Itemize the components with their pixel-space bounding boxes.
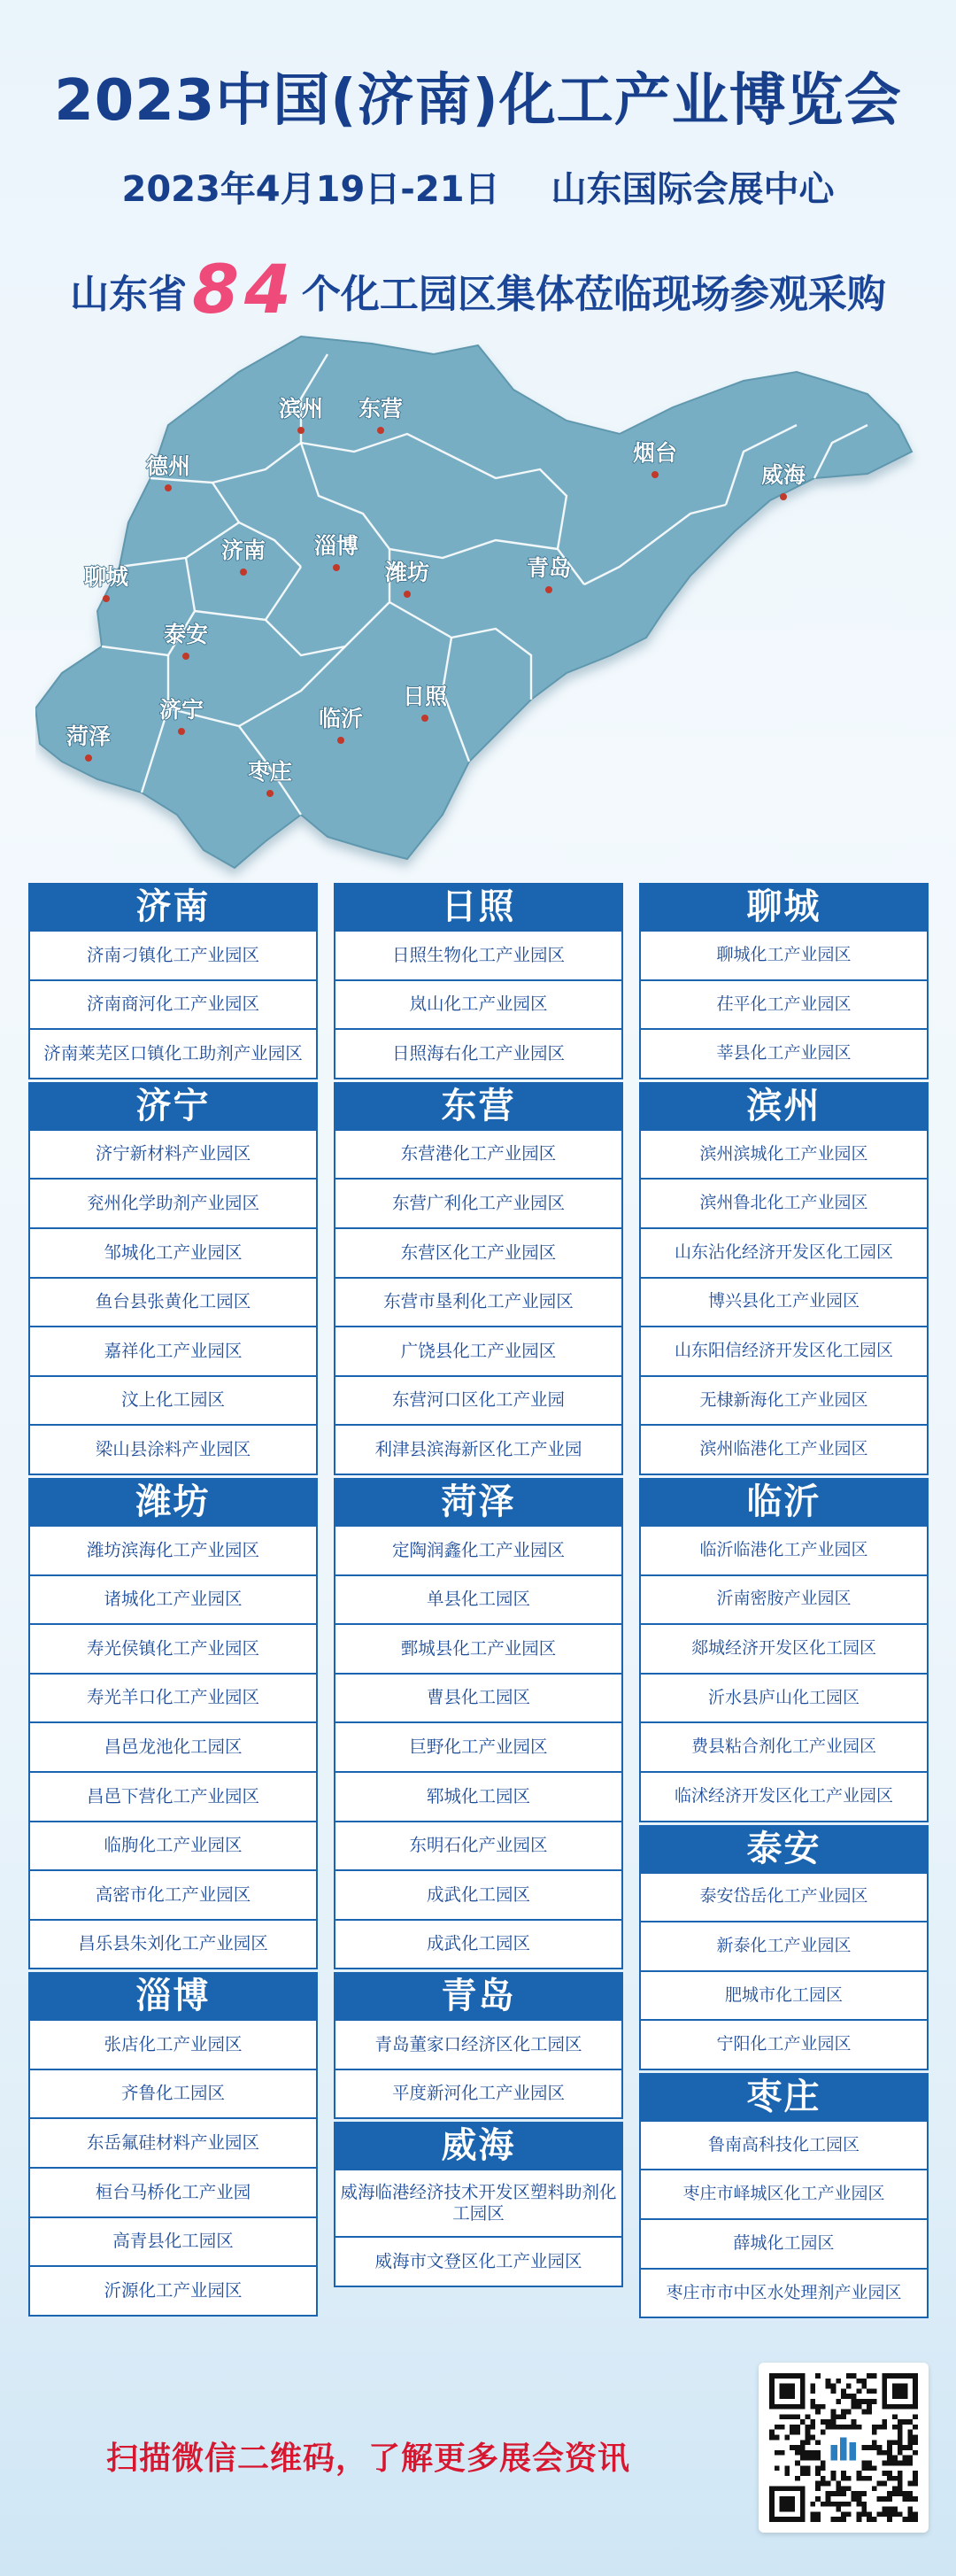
region-header-linyi: 临沂 <box>639 1478 929 1527</box>
map-city-dot <box>297 427 305 434</box>
region-header-weifang: 潍坊 <box>28 1478 318 1527</box>
park-item: 桓台马桥化工产业园 <box>28 2169 318 2218</box>
park-item: 滨州滨城化工产业园区 <box>639 1131 929 1180</box>
map-city-label: 济宁 <box>158 697 204 723</box>
headline-number: 84 <box>192 250 297 329</box>
map-city-label: 临沂 <box>318 706 364 731</box>
map-city-label: 东营 <box>358 396 404 422</box>
park-item: 沂水县庐山化工园区 <box>639 1675 929 1724</box>
park-item: 巨野化工产业园区 <box>334 1723 623 1773</box>
park-item: 济南商河化工产业园区 <box>28 981 318 1031</box>
park-item: 日照海右化工产业园区 <box>334 1030 623 1079</box>
park-item: 昌邑下营化工产业园区 <box>28 1773 318 1822</box>
region-dongying <box>334 1082 623 1475</box>
map-city-label: 威海 <box>760 462 806 488</box>
region-header-liaocheng: 聊城 <box>639 883 929 932</box>
park-item: 岚山化工产业园区 <box>334 981 623 1031</box>
map-city-dot <box>178 728 185 735</box>
province-outline <box>35 337 912 868</box>
park-item: 青岛董家口经济区化工园区 <box>334 2021 623 2070</box>
park-item: 泰安岱岳化工产业园区 <box>639 1874 929 1923</box>
park-item: 博兴县化工产业园区 <box>639 1279 929 1328</box>
park-item: 兖州化学助剂产业园区 <box>28 1180 318 1229</box>
park-item: 单县化工园区 <box>334 1576 623 1626</box>
park-item: 鄄城县化工产业园区 <box>334 1625 623 1675</box>
park-item: 广饶县化工产业园区 <box>334 1327 623 1377</box>
park-item: 东明石化产业园区 <box>334 1822 623 1872</box>
region-header-dongying: 东营 <box>334 1082 623 1131</box>
park-item: 威海市文登区化工产业园区 <box>334 2238 623 2287</box>
park-item: 郯城经济开发区化工园区 <box>639 1625 929 1675</box>
park-item: 威海临港经济技术开发区塑料助剂化工园区 <box>334 2170 623 2238</box>
park-item: 聊城化工产业园区 <box>639 932 929 981</box>
park-item: 齐鲁化工园区 <box>28 2070 318 2120</box>
park-item: 郓城化工园区 <box>334 1773 623 1822</box>
region-zaozhuang <box>639 2073 929 2318</box>
region-heze <box>334 1478 623 1969</box>
park-item: 山东阳信经济开发区化工园区 <box>639 1327 929 1377</box>
park-item: 肥城市化工园区 <box>639 1972 929 2022</box>
map-city-dot <box>780 493 787 500</box>
park-item: 寿光侯镇化工产业园区 <box>28 1625 318 1675</box>
qr-code-icon <box>769 2373 918 2522</box>
map-city-dot <box>85 754 92 762</box>
map-city-dot <box>165 484 172 491</box>
park-item: 张店化工产业园区 <box>28 2021 318 2070</box>
region-header-zibo: 淄博 <box>28 1972 318 2021</box>
park-item: 鱼台县张黄化工园区 <box>28 1279 318 1328</box>
map-city-dot <box>103 595 110 602</box>
region-header-binzhou: 滨州 <box>639 1082 929 1131</box>
park-item: 定陶润鑫化工产业园区 <box>334 1527 623 1576</box>
park-item: 东岳氟硅材料产业园区 <box>28 2119 318 2169</box>
park-item: 曹县化工园区 <box>334 1675 623 1724</box>
map-city-dot <box>182 653 189 660</box>
park-item: 东营河口区化工产业园 <box>334 1377 623 1427</box>
park-item: 宁阳化工产业园区 <box>639 2021 929 2070</box>
park-item: 东营区化工产业园区 <box>334 1229 623 1279</box>
region-binzhou <box>639 1082 929 1475</box>
map-city-label: 德州 <box>145 453 191 479</box>
map-city-label: 聊城 <box>83 564 129 590</box>
park-item: 昌乐县朱刘化工产业园区 <box>28 1921 318 1970</box>
map-city-label: 枣庄 <box>247 759 293 785</box>
map-city-dot <box>377 427 384 434</box>
map-city-dot <box>333 564 340 571</box>
park-item: 薛城化工园区 <box>639 2220 929 2270</box>
park-item: 临沭经济开发区化工产业园区 <box>639 1773 929 1822</box>
park-item: 莘县化工产业园区 <box>639 1030 929 1079</box>
park-item: 沂南密胺产业园区 <box>639 1576 929 1626</box>
park-item: 滨州鲁北化工产业园区 <box>639 1180 929 1229</box>
map-city-dot <box>337 737 344 744</box>
map-city-dot <box>545 586 552 593</box>
park-item: 东营港化工产业园区 <box>334 1131 623 1180</box>
region-weihai <box>334 2122 623 2287</box>
park-item: 诸城化工产业园区 <box>28 1576 318 1626</box>
park-item: 东营广利化工产业园区 <box>334 1180 623 1229</box>
park-item: 寿光羊口化工产业园区 <box>28 1675 318 1724</box>
expo-date: 2023年4月19日-21日 <box>121 169 500 210</box>
park-item: 东营市垦利化工产业园区 <box>334 1279 623 1328</box>
park-item: 汶上化工园区 <box>28 1377 318 1427</box>
park-item: 临朐化工产业园区 <box>28 1822 318 1872</box>
map-city-label: 滨州 <box>278 396 324 422</box>
scan-qr-prompt: 扫描微信二维码，了解更多展会资讯 <box>106 2441 631 2477</box>
park-item: 嘉祥化工产业园区 <box>28 1327 318 1377</box>
park-item: 高密市化工产业园区 <box>28 1871 318 1921</box>
region-header-taian: 泰安 <box>639 1825 929 1874</box>
park-item: 高青县化工园区 <box>28 2218 318 2268</box>
region-header-rizhao: 日照 <box>334 883 623 932</box>
region-zibo <box>28 1972 318 2317</box>
region-header-zaozhuang: 枣庄 <box>639 2073 929 2122</box>
region-header-heze: 菏泽 <box>334 1478 623 1527</box>
expo-date-venue <box>0 161 956 212</box>
headline-post: 个化工园区集体莅临现场参观采购 <box>301 272 886 317</box>
park-item: 鲁南高科技化工园区 <box>639 2122 929 2171</box>
region-jining <box>28 1082 318 1475</box>
expo-title: 2023中国(济南)化工产业博览会 <box>54 68 902 134</box>
park-item: 昌邑龙池化工园区 <box>28 1723 318 1773</box>
map-city-label: 日照 <box>402 684 448 709</box>
park-item: 山东沾化经济开发区化工园区 <box>639 1229 929 1279</box>
map-city-dot <box>240 569 247 576</box>
park-item: 平度新河化工产业园区 <box>334 2070 623 2120</box>
region-header-jinan: 济南 <box>28 883 318 932</box>
park-item: 新泰化工产业园区 <box>639 1922 929 1972</box>
wechat-qr-code[interactable] <box>759 2363 929 2533</box>
park-item: 成武化工园区 <box>334 1871 623 1921</box>
park-item: 枣庄市市中区水处理剂产业园区 <box>639 2270 929 2319</box>
region-weifang <box>28 1478 318 1969</box>
shandong-map <box>35 319 938 886</box>
column-left <box>28 883 318 2319</box>
region-header-jining: 济宁 <box>28 1082 318 1131</box>
region-header-weihai: 威海 <box>334 2122 623 2170</box>
column-right <box>639 883 929 2321</box>
map-city-dot <box>421 715 428 722</box>
park-item: 利津县滨海新区化工产业园 <box>334 1426 623 1475</box>
expo-venue: 山东国际会展中心 <box>551 169 835 210</box>
park-item: 济南莱芜区口镇化工助剂产业园区 <box>28 1030 318 1079</box>
map-city-label: 烟台 <box>632 440 678 466</box>
park-item: 沂源化工产业园区 <box>28 2267 318 2317</box>
park-item: 济宁新材料产业园区 <box>28 1131 318 1180</box>
region-taian <box>639 1825 929 2070</box>
park-item: 滨州临港化工产业园区 <box>639 1426 929 1475</box>
map-city-dot <box>404 591 411 598</box>
park-item: 邹城化工产业园区 <box>28 1229 318 1279</box>
region-liaocheng <box>639 883 929 1079</box>
park-item: 无棣新海化工产业园区 <box>639 1377 929 1427</box>
headline-pre: 山东省 <box>70 272 188 317</box>
region-qingdao <box>334 1972 623 2119</box>
park-item: 梁山县涂料产业园区 <box>28 1426 318 1475</box>
park-item: 日照生物化工产业园区 <box>334 932 623 981</box>
park-item: 茌平化工产业园区 <box>639 981 929 1031</box>
region-linyi <box>639 1478 929 1822</box>
map-city-label: 青岛 <box>526 555 572 581</box>
park-item: 潍坊滨海化工产业园区 <box>28 1527 318 1576</box>
park-item: 费县粘合剂化工产业园区 <box>639 1723 929 1773</box>
map-city-label: 泰安 <box>163 622 209 647</box>
region-rizhao <box>334 883 623 1079</box>
region-header-qingdao: 青岛 <box>334 1972 623 2021</box>
column-middle <box>334 883 623 2290</box>
map-city-label: 济南 <box>220 538 266 563</box>
map-city-label: 菏泽 <box>66 723 112 749</box>
park-item: 枣庄市峄城区化工产业园区 <box>639 2170 929 2220</box>
map-city-dot <box>266 790 274 797</box>
map-city-dot <box>651 471 659 478</box>
map-city-label: 潍坊 <box>384 560 430 585</box>
park-item: 成武化工园区 <box>334 1921 623 1970</box>
park-item: 济南刁镇化工产业园区 <box>28 932 318 981</box>
map-city-label: 淄博 <box>313 533 359 559</box>
park-item: 临沂临港化工产业园区 <box>639 1527 929 1576</box>
headline <box>0 250 956 329</box>
region-jinan <box>28 883 318 1079</box>
